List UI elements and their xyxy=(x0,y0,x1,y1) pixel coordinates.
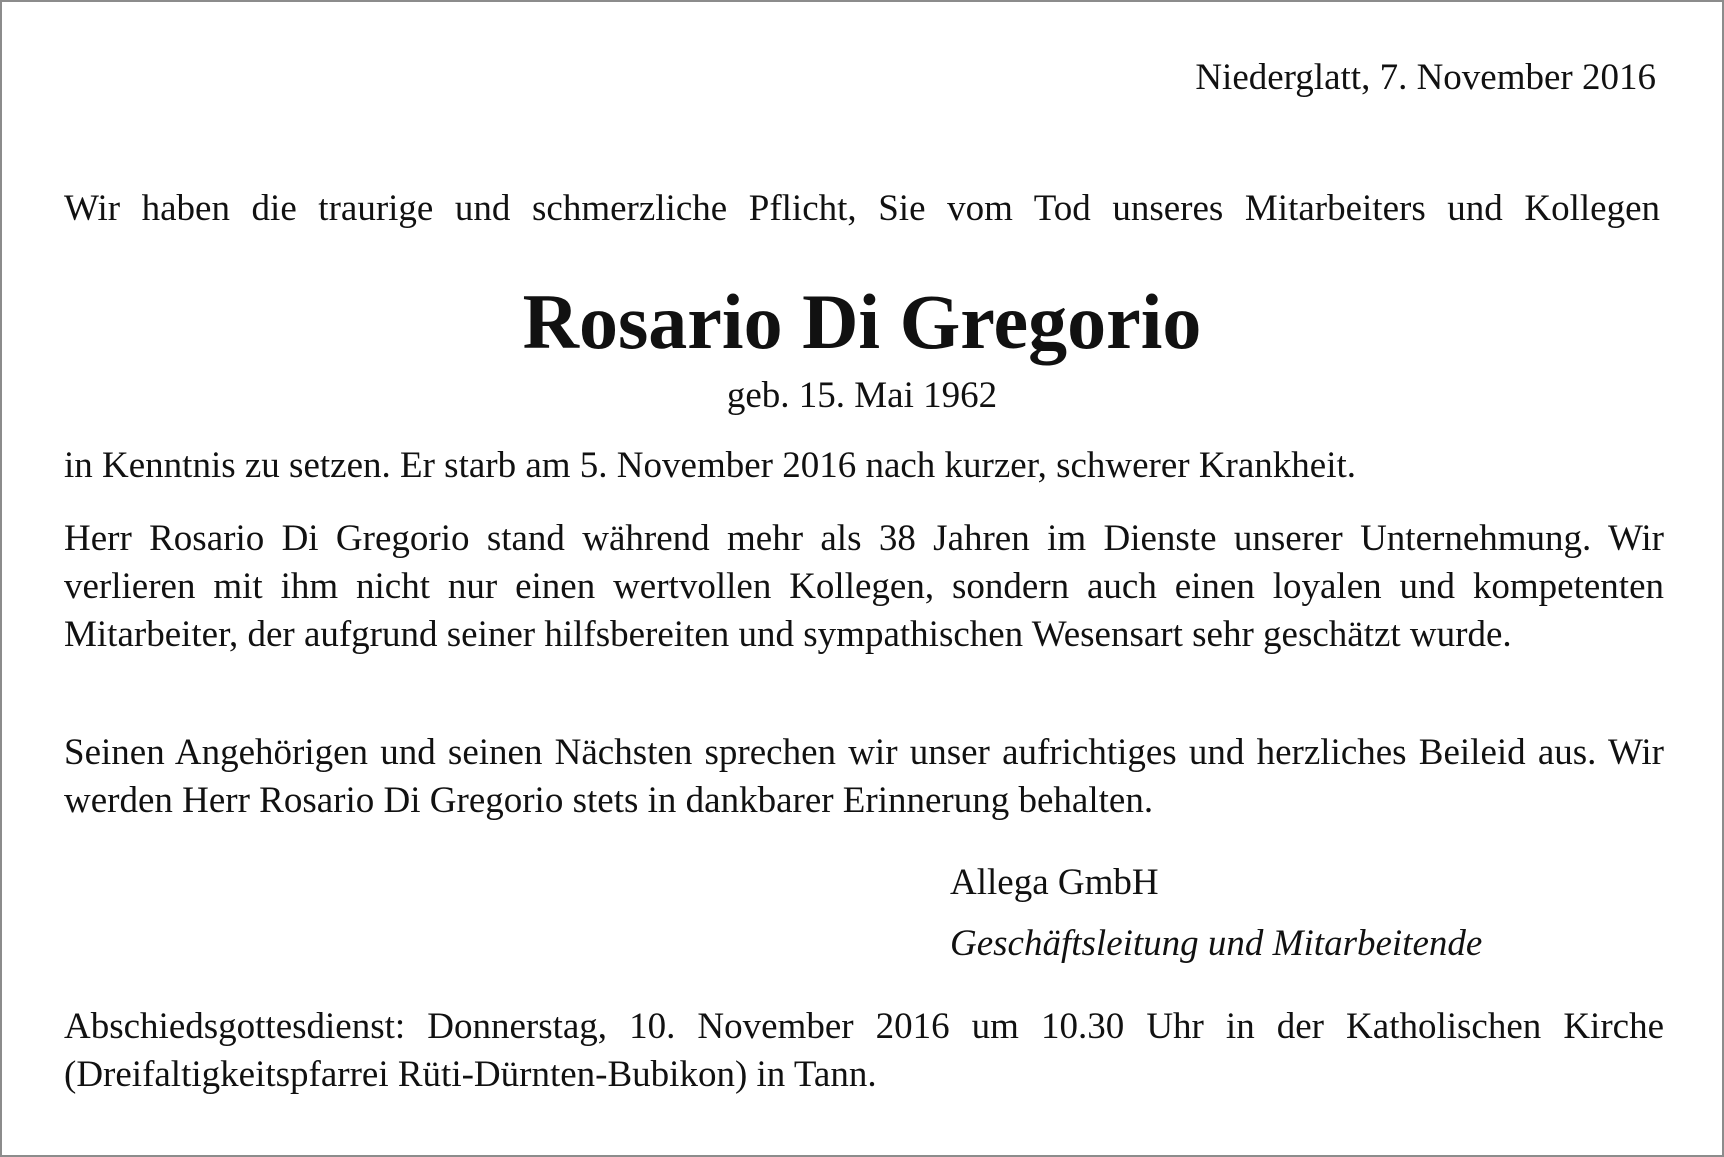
funeral-service-info: Abschiedsgottesdienst: Donnerstag, 10. November 2016 um 10.30 Uhr in der Katholischen Kirche (Dreifaltigkeitspfarrei Rüti-Dürnten-Bubikon) in Tann. xyxy=(64,1006,1664,1095)
birth-date: geb. 15. Mai 1962 xyxy=(726,375,998,416)
intro-text: Wir haben die traurige und schmerzliche Pflicht, Sie vom Tod unseres Mitarbeiters und Kollegen xyxy=(64,188,1660,229)
signature-company: Allega GmbH xyxy=(950,862,1159,903)
condolence-paragraph: Seinen Angehörigen und seinen Nächsten sprechen wir unser aufrichtiges und herzliches Beileid aus. Wir werden Herr Rosario Di Gregorio stets in dankbarer Erinnerung behalten. xyxy=(64,732,1664,821)
death-line: in Kenntnis zu setzen. Er starb am 5. November 2016 nach kurzer, schwerer Krankheit. xyxy=(64,445,1357,486)
deceased-name: Rosario Di Gregorio xyxy=(522,278,1202,365)
service-paragraph: Herr Rosario Di Gregorio stand während mehr als 38 Jahren im Dienste unserer Unternehmung. Wir verlieren mit ihm nicht nur einen wertvollen Kollegen, sondern auch einen loyalen und kompetenten Mitarbeiter, der aufgrund seiner hilfsbereiten und sympathischen Wesensart sehr geschätzt wurde. xyxy=(64,518,1664,655)
place-date: Niederglatt, 7. November 2016 xyxy=(1195,57,1656,98)
signature-subtitle: Geschäftsleitung und Mitarbeitende xyxy=(950,923,1483,964)
